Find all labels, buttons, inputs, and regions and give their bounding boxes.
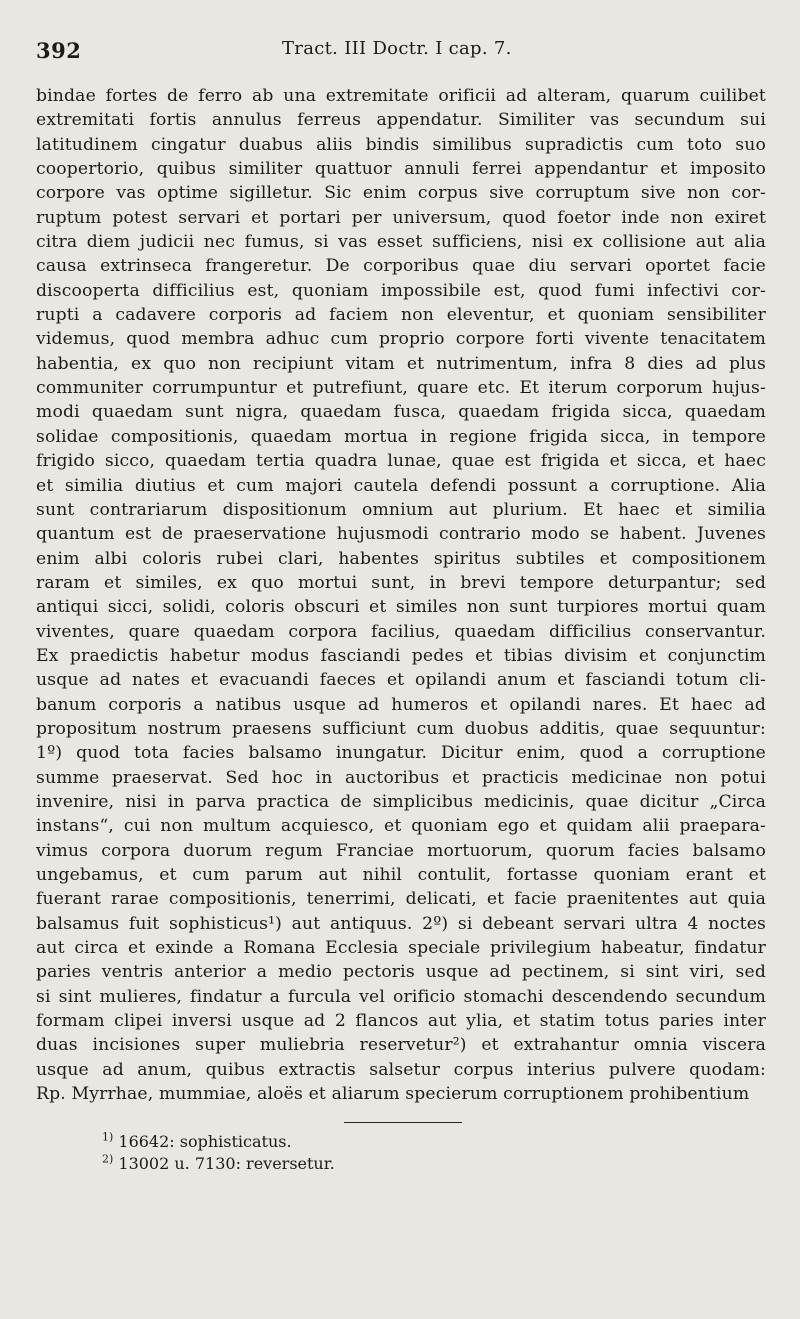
text-line: solidae compositionis, quaedam mortua in regione frigida sicca, in tempore [36,426,766,447]
text-line: enim albi coloris rubei clari, habentes spiritus subtiles et compositionem [36,548,766,569]
text-line: communiter corrumpuntur et putrefiunt, quare etc. Et iterum corporum hujus- [36,378,766,399]
text-line: corpore vas optime sigilletur. Sic enim corpus sive corruptum sive non cor- [36,183,766,204]
text-line: antiqui sicci, solidi, coloris obscuri et similes non sunt turpiores mortui quam [36,597,766,618]
footnote-mark: 1) [102,1131,114,1145]
text-line: coopertorio, quibus similiter quattuor annuli ferrei appendantur et imposito [36,159,766,180]
text-line: raram et similes, ex quo mortui sunt, in brevi tempore deturpantur; sed [36,572,766,593]
text-line: sunt contrariarum dispositionum omnium aut plurium. Et haec et similia [36,499,766,520]
text-line: paries ventris anterior a medio pectoris usque ad pectinem, si sint viri, sed [36,962,766,983]
text-line: modi quaedam sunt nigra, quaedam fusca, quaedam frigida sicca, quaedam [36,402,766,423]
text-line: ruptum potest servari et portari per universum, quod foetor inde non exiret [36,207,766,228]
footnote-rule [344,1122,462,1123]
text-line: instans“, cui non multum acquiesco, et quoniam ego et quidam alii praepara- [36,816,766,837]
text-line: usque ad nates et evacuandi faeces et opilandi anum et fasciandi totum cli- [36,670,766,691]
text-line: habentia, ex quo non recipiunt vitam et nutrimentum, infra 8 dies ad plus [36,353,766,374]
text-line: fuerant rarae compositionis, tenerrimi, delicati, et facie praenitentes aut quia [36,889,766,910]
text-line: rupti a cadavere corporis ad faciem non eleventur, et quoniam sensibiliter [36,305,766,326]
text-line: latitudinem cingatur duabus aliis bindis similibus supradictis cum toto suo [36,134,766,155]
footnote-mark: 2) [102,1153,114,1167]
running-head: Tract. III Doctr. I cap. 7. [282,38,512,59]
footnotes [102,1131,770,1175]
text-line: aut circa et exinde a Romana Ecclesia speciale privilegium habeatur, findatur [36,938,766,959]
text-line: et similia diutius et cum majori cautela defendi possunt a corruptione. Alia [36,475,766,496]
page-number: 392 [36,38,82,63]
footnote [102,1153,770,1175]
text-line: propositum nostrum praesens sufficiunt cum duobus additis, quae sequuntur: [36,718,766,739]
text-line: invenire, nisi in parva practica de simplicibus medicinis, quae dicitur „Circa [36,791,766,812]
text-line: ungebamus, et cum parum aut nihil contulit, fortasse quoniam erant et [36,865,766,885]
text-line: causa extrinseca frangeretur. De corporibus quae diu servari oportet facie [36,256,766,277]
footnote [102,1131,770,1153]
text-line: Ex praedictis habetur modus fasciandi pedes et tibias divisim et conjunctim [36,645,766,666]
text-line: duas incisiones super muliebria reservetur²) et extrahantur omnia viscera [36,1035,766,1056]
footnote-text: 16642: sophisticatus. [118,1132,292,1152]
text-line: viventes, quare quaedam corpora facilius, quaedam difficilius conservantur. [36,621,766,642]
text-line: usque ad anum, quibus extractis salsetur corpus interius pulvere quodam: [36,1059,766,1080]
text-line: extremitati fortis annulus ferreus appendatur. Similiter vas secundum sui [36,110,766,131]
text-line: quantum est de praeservatione hujusmodi contrario modo se habent. Juvenes [36,524,766,545]
text-line: vimus corpora duorum regum Franciae mortuorum, quorum facies balsamo [36,840,766,861]
text-line: citra diem judicii nec fumus, si vas esset sufficiens, nisi ex collisione aut alia [36,232,766,253]
text-line: formam clipei inversi usque ad 2 flancos aut ylia, et statim totus paries inter [36,1011,766,1032]
text-line: videmus, quod membra adhuc cum proprio corpore forti vivente tenacitatem [36,329,766,350]
footnote-text: 13002 u. 7130: reversetur. [118,1154,335,1174]
text-line: discooperta difficilius est, quoniam impossibile est, quod fumi infectivi cor- [36,280,766,301]
text-line: frigido sicco, quaedam tertia quadra lunae, quae est frigida et sicca, et haec [36,451,766,472]
page-header [36,30,770,70]
text-line: Rp. Myrrhae, mummiae, aloës et aliarum specierum corruptionem prohibentium [36,1084,750,1105]
text-line: 1º) quod tota facies balsamo inungatur. Dicitur enim, quod a corruptione [36,743,766,764]
text-line: summe praeservat. Sed hoc in auctoribus et practicis medicinae non potui [36,767,766,788]
body-text [36,84,766,1106]
text-line: si sint mulieres, findatur a furcula vel orificio stomachi descendendo secundum [36,986,766,1007]
text-line: balsamus fuit sophisticus¹) aut antiquus. 2º) si debeant servari ultra 4 noctes [36,913,766,934]
text-line: bindae fortes de ferro ab una extremitate orificii ad alteram, quarum cuilibet [36,86,766,106]
text-line: banum corporis a natibus usque ad humeros et opilandi nares. Et haec ad [36,694,766,715]
